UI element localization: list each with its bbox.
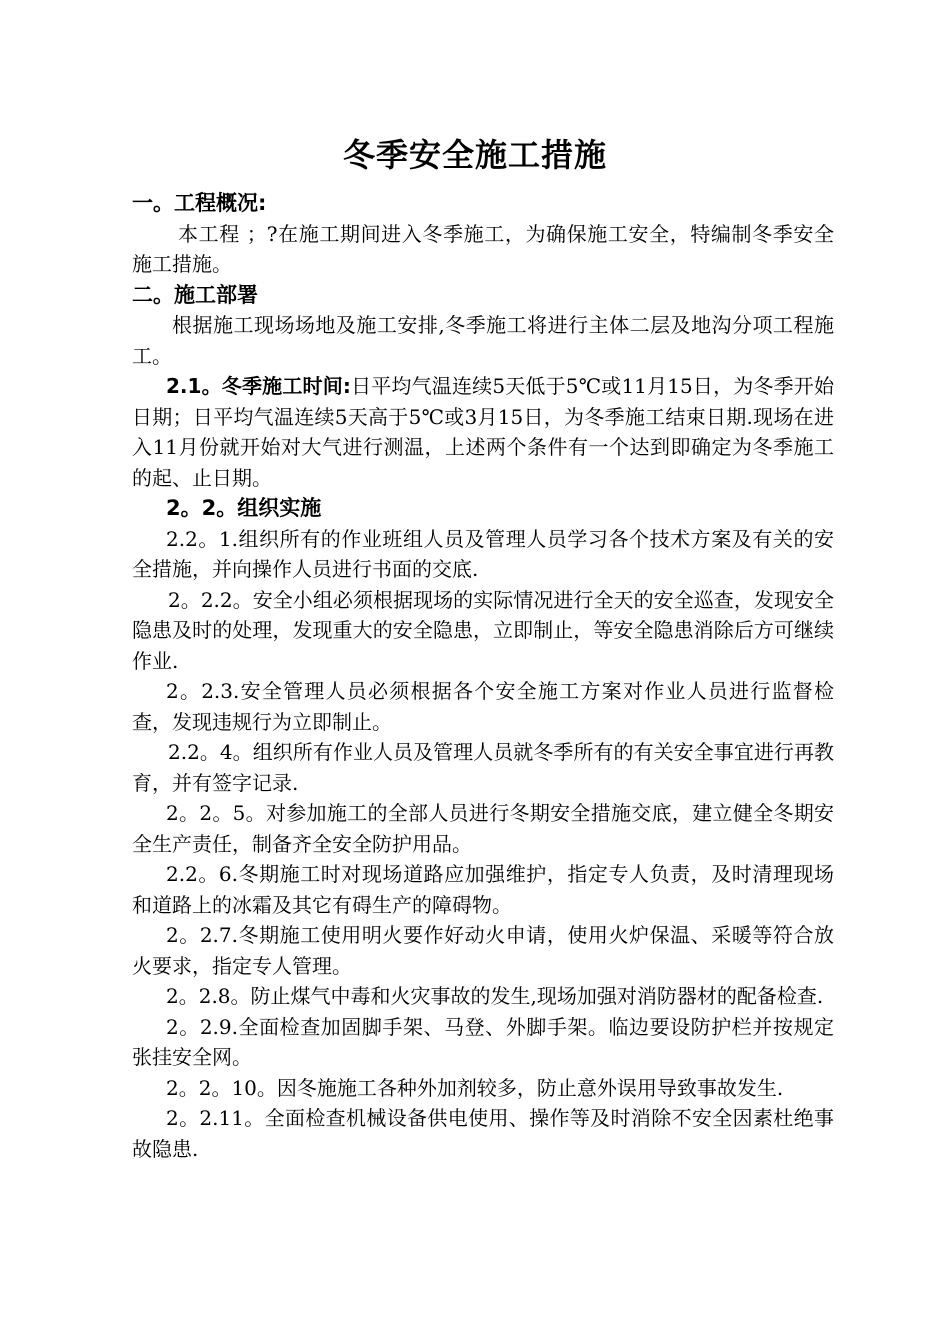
list-item: 2。2.8。防止煤气中毒和火灾事故的发生,现场加强对消防器材的配备检查. <box>166 984 824 1008</box>
list-item: 2。2。5。对参加施工的全部人员进行冬期安全措施交底，建立健全冬期安全生产责任，制备齐全安全防护用品。 <box>132 801 834 856</box>
list-item: 2。2.7.冬期施工使用明火要作好动火申请，使用火炉保温、采暖等符合放火要求，指定专人管理。 <box>132 923 834 978</box>
section-2-1-text: 日平均气温连续5天低于5℃或11月15日，为冬季开始日期；日平均气温连续5天高于5℃或3月15日，为冬季施工结束日期.现场在进入11月份就开始对大气进行测温，上述两个条件有一个达到即确定为冬季施工的起、止日期。 <box>132 374 834 490</box>
section-1-paragraph: 本工程 ；?在施工期间进入冬季施工，为确保施工安全，特编制冬季安全施工措施。 <box>132 221 834 276</box>
list-item: 2.2。4。组织所有作业人员及管理人员就冬季所有的有关安全事宜进行再教育，并有签字记录. <box>132 740 834 795</box>
section-2-paragraph: 根据施工现场场地及施工安排,冬季施工将进行主体二层及地沟分项工程施工。 <box>132 313 834 368</box>
list-item: 2。2.3.安全管理人员必须根据各个安全施工方案对作业人员进行监督检查，发现违规行为立即制止。 <box>132 679 834 734</box>
section-2-heading: 二。施工部署 <box>132 282 258 307</box>
list-item: 2.2。6.冬期施工时对现场道路应加强维护，指定专人负责，及时清理现场和道路上的冰霜及其它有碍生产的障碍物。 <box>132 862 834 917</box>
document-body <box>132 188 834 1164</box>
section-2-1-paragraph <box>132 371 834 493</box>
list-item: 2。2。10。因冬施施工各种外加剂较多，防止意外误用导致事故发生. <box>166 1075 784 1100</box>
list-item: 2。2.2。安全小组必须根据现场的实际情况进行全天的安全巡查，发现安全隐患及时的处理，发现重大的安全隐患，立即制止，等安全隐患消除后方可继续作业. <box>132 587 834 673</box>
section-1-heading: 一。工程概况: <box>132 191 267 215</box>
section-2-2-heading: 2。2。组织实施 <box>166 496 322 520</box>
section-2-1-label: 2.1。冬季施工时间: <box>166 374 351 398</box>
document-title: 冬季安全施工措施 <box>342 136 607 174</box>
list-item: 2.2。1.组织所有的作业班组人员及管理人员学习各个技术方案及有关的安全措施，并向操作人员进行书面的交底. <box>132 526 834 581</box>
list-item: 2。2.9.全面检查加固脚手架、马登、外脚手架。临边要设防护栏并按规定张挂安全网。 <box>132 1014 834 1069</box>
list-item: 2。2.11。全面检查机械设备供电使用、操作等及时消除不安全因素杜绝事故隐患. <box>132 1106 834 1161</box>
